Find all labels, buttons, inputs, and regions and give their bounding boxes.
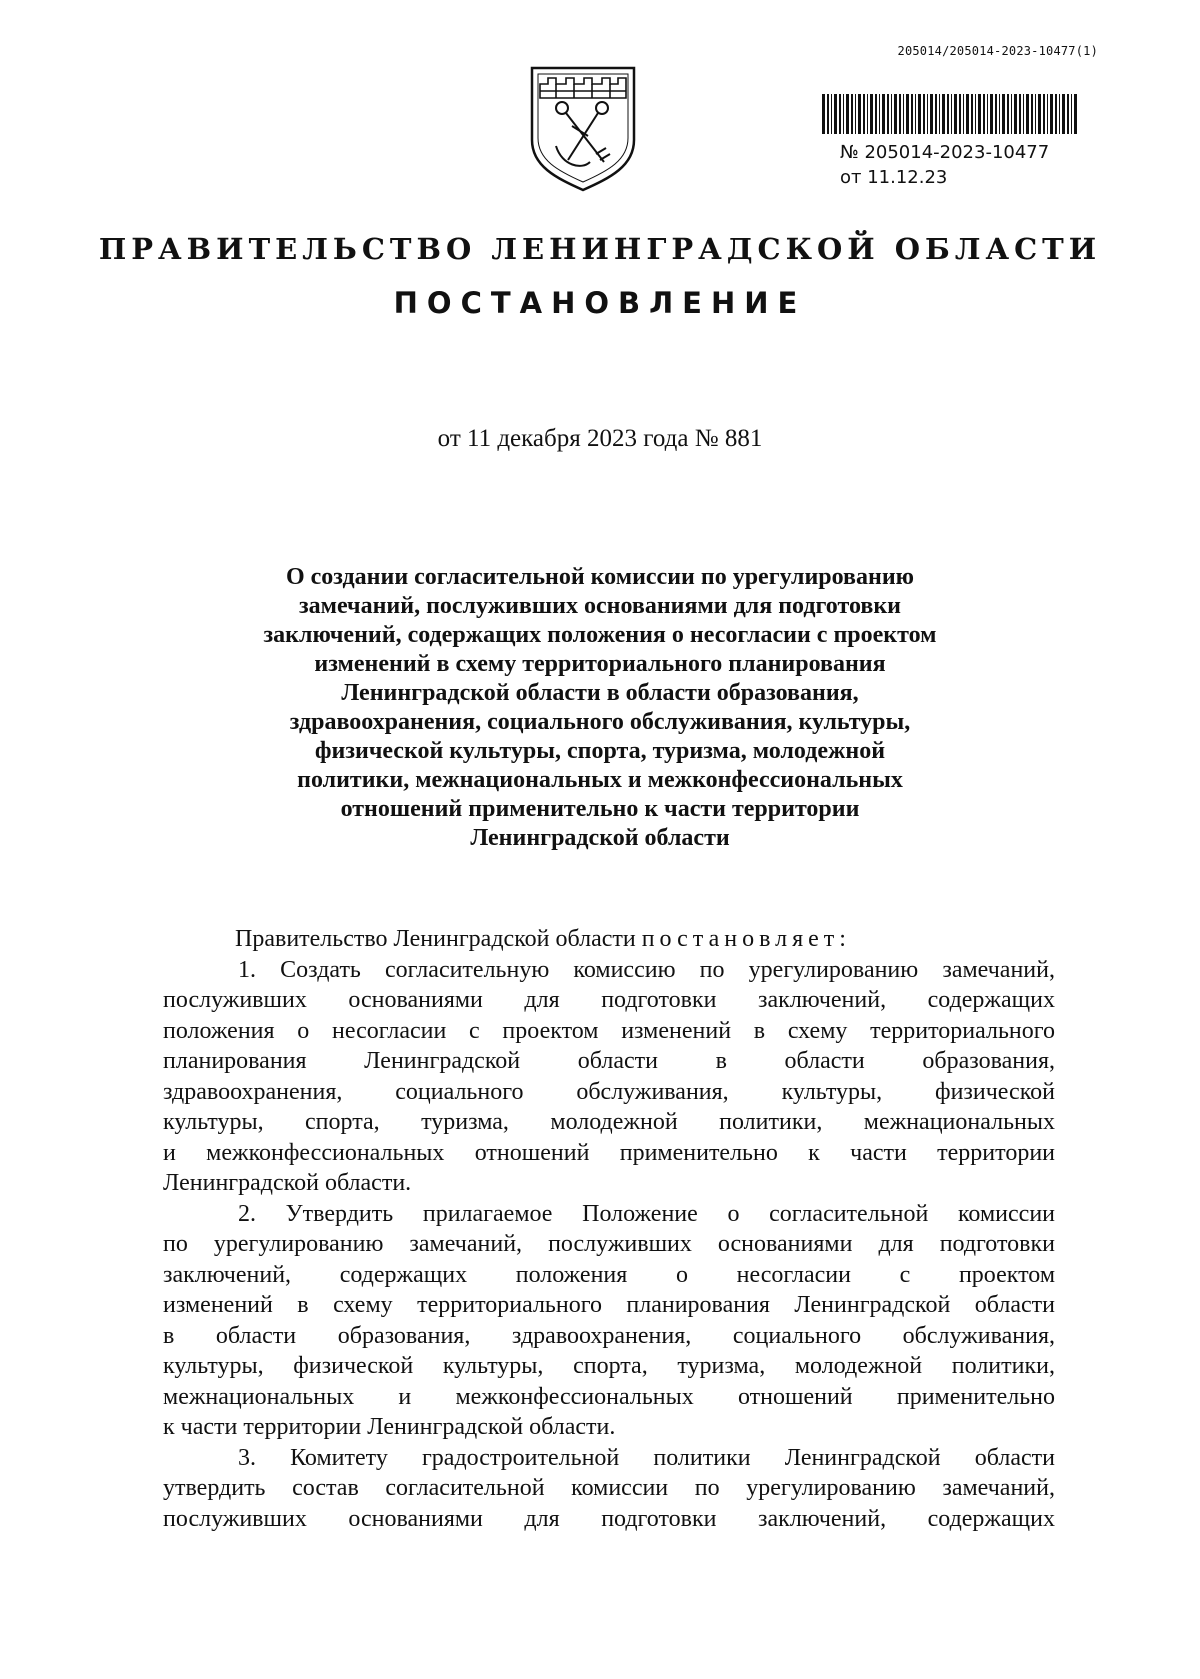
registration-number: № 205014-2023-10477 — [840, 142, 1050, 163]
barcode-bar — [983, 94, 985, 134]
barcode-bar — [1050, 94, 1053, 134]
title-line: Ленинградской области — [470, 825, 730, 851]
barcode-bar — [930, 94, 933, 134]
organization-name: ПРАВИТЕЛЬСТВО ЛЕНИНГРАДСКОЙ ОБЛАСТИ — [98, 232, 1102, 266]
barcode-bar — [1043, 94, 1045, 134]
document-date-number: от 11 декабря 2023 года № 881 — [437, 425, 763, 452]
barcode-bar — [822, 94, 825, 134]
barcode-bar — [963, 94, 964, 134]
barcode-bar — [839, 94, 841, 134]
barcode-bar — [1038, 94, 1041, 134]
barcode-bar — [846, 94, 849, 134]
barcode-bar — [903, 94, 904, 134]
paragraph-line: к части территории Ленинградской области. — [163, 1414, 616, 1440]
document-type: ПОСТАНОВЛЕНИЕ — [393, 286, 807, 320]
barcode-bar — [891, 94, 892, 134]
title-line: замечаний, послуживших основаниями для подготовки — [299, 593, 901, 619]
barcode-bar — [918, 94, 921, 134]
barcode-bar — [939, 94, 940, 134]
barcode-bar — [858, 94, 861, 134]
barcode-bar — [1007, 94, 1009, 134]
barcode-bar — [954, 94, 957, 134]
document-title — [200, 563, 1000, 853]
paragraph-3 — [163, 1443, 1055, 1535]
barcode-bar — [987, 94, 988, 134]
paragraph-line: утвердить состав согласительной комиссии по урегулированию замечаний, — [163, 1475, 1055, 1501]
paragraph-line: положения о несогласии с проектом изменений в схему территориального — [163, 1017, 1055, 1044]
paragraph-line: в области образования, здравоохранения, социального обслуживания, — [163, 1322, 1055, 1349]
paragraph-2 — [163, 1199, 1055, 1443]
paragraph-line: Ленинградской области. — [163, 1170, 412, 1196]
barcode-bar — [899, 94, 901, 134]
preamble-verb: постановляет: — [641, 926, 851, 952]
barcode-bar — [1035, 94, 1036, 134]
document-id: 205014/205014-2023-10477(1) — [897, 44, 1098, 58]
barcode-bar — [975, 94, 976, 134]
barcode-bar — [999, 94, 1000, 134]
barcode-bar — [1067, 94, 1069, 134]
barcode-bar — [935, 94, 937, 134]
title-line: физической культуры, спорта, туризма, молодежной — [314, 738, 886, 764]
barcode-bar — [927, 94, 928, 134]
barcode-bar — [923, 94, 925, 134]
paragraph-line: и межконфессиональных отношений применительно к части территории — [163, 1139, 1055, 1166]
barcode-bar — [882, 94, 885, 134]
paragraph-line: послуживших основаниями для подготовки заключений, содержащих — [163, 1505, 1055, 1532]
barcode-bar — [915, 94, 916, 134]
barcode-bar — [879, 94, 880, 134]
barcode-bar — [875, 94, 877, 134]
barcode-bar — [947, 94, 949, 134]
paragraph-line: межнациональных и межконфессиональных отношений применительно — [163, 1383, 1055, 1410]
preamble-subject: Правительство Ленинградской области — [235, 926, 636, 952]
barcode-bar — [1047, 94, 1048, 134]
title-line: заключений, содержащих положения о несогласии с проектом — [263, 622, 937, 648]
barcode-icon — [820, 94, 1082, 134]
barcode-bar — [1071, 94, 1072, 134]
barcode-bar — [894, 94, 897, 134]
document-body — [163, 924, 1055, 1534]
barcode-bar — [1059, 94, 1060, 134]
paragraph-1 — [163, 955, 1055, 1199]
paragraph-line: здравоохранения, социального обслуживания, культуры, физической — [163, 1078, 1055, 1105]
barcode-bar — [959, 94, 961, 134]
paragraph-line: заключений, содержащих положения о несогласии с проектом — [163, 1261, 1055, 1288]
barcode-bar — [1019, 94, 1021, 134]
paragraph-line: послуживших основаниями для подготовки заключений, содержащих — [163, 987, 1055, 1013]
barcode-bar — [1055, 94, 1057, 134]
paragraph-line: по урегулированию замечаний, послуживших основаниями для подготовки — [163, 1231, 1055, 1257]
paragraph-line: культуры, физической культуры, спорта, туризма, молодежной политики, — [163, 1353, 1055, 1379]
barcode-bar — [1023, 94, 1024, 134]
title-line: изменений в схему территориального планирования — [314, 651, 886, 677]
barcode-bar — [1002, 94, 1005, 134]
barcode-bar — [990, 94, 993, 134]
barcode-bar — [906, 94, 909, 134]
barcode-bar — [867, 94, 868, 134]
barcode-bar — [971, 94, 973, 134]
barcode-bar — [951, 94, 952, 134]
title-line: здравоохранения, социального обслуживания, культуры, — [289, 709, 911, 735]
paragraph-line: 2. Утвердить прилагаемое Положение о согласительной комиссии — [238, 1200, 1055, 1227]
barcode-bar — [1031, 94, 1033, 134]
barcode-bar — [1062, 94, 1065, 134]
barcode-bar — [1074, 94, 1077, 134]
barcode-bar — [942, 94, 945, 134]
barcode-bar — [831, 94, 832, 134]
barcode-bar — [1026, 94, 1029, 134]
barcode-bar — [1011, 94, 1012, 134]
barcode-bar — [966, 94, 969, 134]
paragraph-line: 3. Комитету градостроительной политики Ленинградской области — [238, 1444, 1055, 1471]
barcode-bar — [887, 94, 889, 134]
leningrad-oblast-coat-of-arms-icon — [526, 62, 640, 192]
barcode-bar — [843, 94, 844, 134]
paragraph-line: культуры, спорта, туризма, молодежной политики, межнациональных — [163, 1109, 1055, 1135]
barcode-bar — [855, 94, 856, 134]
barcode-bar — [827, 94, 829, 134]
registration-date: от 11.12.23 — [840, 167, 948, 188]
barcode-bar — [834, 94, 837, 134]
barcode-bar — [863, 94, 865, 134]
title-line: отношений применительно к части территории — [340, 796, 860, 822]
barcode-bar — [978, 94, 981, 134]
barcode-bar — [870, 94, 873, 134]
paragraph-line: 1. Создать согласительную комиссию по урегулированию замечаний, — [238, 956, 1055, 983]
barcode-bar — [911, 94, 913, 134]
title-line: О создании согласительной комиссии по урегулированию — [285, 564, 914, 590]
barcode-bar — [851, 94, 853, 134]
paragraph-line: изменений в схему территориального планирования Ленинградской области — [163, 1292, 1055, 1318]
barcode-bar — [995, 94, 997, 134]
barcode-bar — [1014, 94, 1017, 134]
paragraph-line: планирования Ленинградской области в области образования, — [163, 1048, 1055, 1074]
preamble — [163, 924, 1055, 955]
title-line: политики, межнациональных и межконфессиональных — [297, 767, 903, 793]
title-line: Ленинградской области в области образования, — [341, 680, 859, 706]
